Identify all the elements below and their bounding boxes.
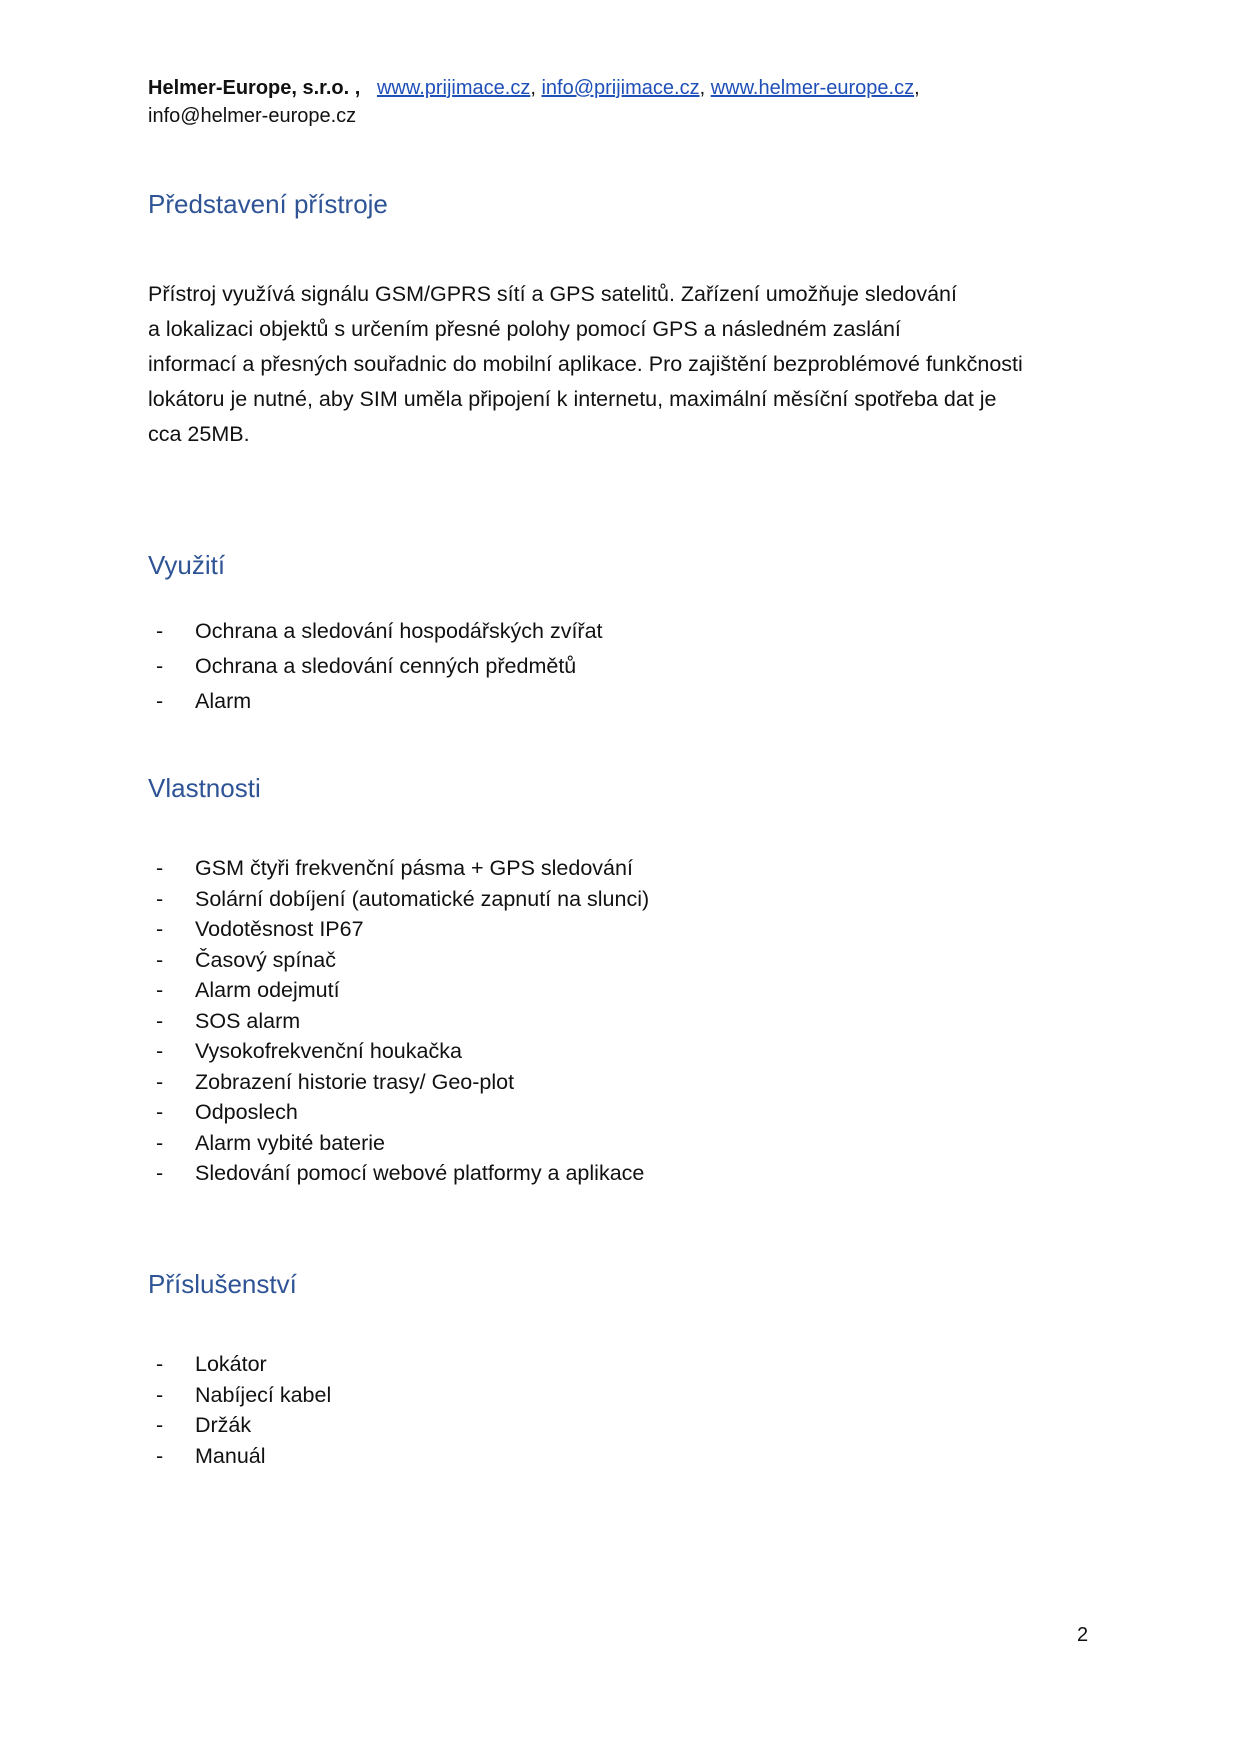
list-item: - Vysokofrekvenční houkačka <box>148 1036 649 1067</box>
heading-features: Vlastnosti <box>148 773 261 803</box>
bullet-dash: - <box>156 1413 164 1437</box>
bullet-dash: - <box>156 1130 164 1155</box>
list-item: - Alarm odejmutí <box>148 975 649 1006</box>
list-item: - Sledování pomocí webové platformy a aplikace <box>148 1158 649 1189</box>
list-item: - Vodotěsnost IP67 <box>148 914 649 945</box>
bullet-dash: - <box>156 1008 164 1033</box>
features-list <box>148 853 649 1189</box>
list-item: - Manuál <box>148 1441 331 1472</box>
link-prijimace-email[interactable]: info@prijimace.cz <box>541 77 700 99</box>
intro-line: Přístroj využívá signálu GSM/GPRS sítí a GPS satelitů. Zařízení umožňuje sledování <box>148 282 957 306</box>
link-prijimace-web[interactable]: www.prijimace.cz <box>376 77 531 99</box>
helmer-email: info@helmer-europe.cz <box>148 105 357 127</box>
page-header: Helmer-Europe, s.r.o. , www.prijimace.cz, info@prijimace.cz, www.helmer-europe.cz, info@helmer-europe.cz <box>148 77 920 127</box>
bullet-dash: - <box>156 917 164 941</box>
list-item: - Nabíjecí kabel <box>148 1380 331 1411</box>
list-item: - Držák <box>148 1410 331 1441</box>
link-helmer-web[interactable]: www.helmer-europe.cz <box>710 77 915 99</box>
bullet-dash: - <box>156 1161 164 1185</box>
bullet-dash: - <box>156 1352 164 1376</box>
intro-line: lokátoru je nutné, aby SIM uměla připojení k internetu, maximální měsíční spotřeba dat je <box>148 387 997 411</box>
list-item: - Ochrana a sledování cenných předmětů <box>148 649 603 684</box>
intro-paragraph <box>148 277 1108 452</box>
bullet-dash: - <box>156 1069 164 1094</box>
list-item: - Ochrana a sledování hospodářských zvířat <box>148 614 603 649</box>
list-item: - SOS alarm <box>148 1006 649 1037</box>
bullet-dash: - <box>156 1039 164 1063</box>
bullet-dash: - <box>156 978 164 1002</box>
list-item: - Odposlech <box>148 1097 649 1128</box>
list-item: - Alarm vybité baterie <box>148 1128 649 1159</box>
company-name: Helmer-Europe, s.r.o. , <box>148 77 361 99</box>
bullet-dash: - <box>156 886 164 911</box>
list-item: - Zobrazení historie trasy/ Geo-plot <box>148 1067 649 1098</box>
intro-line: cca 25MB. <box>148 422 250 446</box>
list-item: - Lokátor <box>148 1349 331 1380</box>
bullet-dash: - <box>156 1443 164 1468</box>
list-item: - Alarm <box>148 684 603 719</box>
intro-line: informací a přesných souřadnic do mobilní aplikace. Pro zajištění bezproblémové funkčnosti <box>148 352 1023 376</box>
list-item: - Časový spínač <box>148 945 649 976</box>
bullet-dash: - <box>156 856 164 880</box>
heading-usage: Využití <box>148 550 226 580</box>
heading-intro: Představení přístroje <box>148 189 388 219</box>
bullet-dash: - <box>156 689 164 713</box>
bullet-dash: - <box>156 1100 164 1124</box>
bullet-dash: - <box>156 947 164 972</box>
accessories-list <box>148 1349 331 1471</box>
bullet-dash: - <box>156 654 164 678</box>
page-number: 2 <box>1077 1624 1089 1646</box>
usage-list <box>148 614 603 719</box>
bullet-dash: - <box>156 619 164 643</box>
bullet-dash: - <box>156 1382 164 1407</box>
intro-line: a lokalizaci objektů s určením přesné polohy pomocí GPS a následném zaslání <box>148 317 901 341</box>
heading-accessories: Příslušenství <box>148 1269 297 1299</box>
list-item: - GSM čtyři frekvenční pásma + GPS sledování <box>148 853 649 884</box>
list-item: - Solární dobíjení (automatické zapnutí na slunci) <box>148 884 649 915</box>
